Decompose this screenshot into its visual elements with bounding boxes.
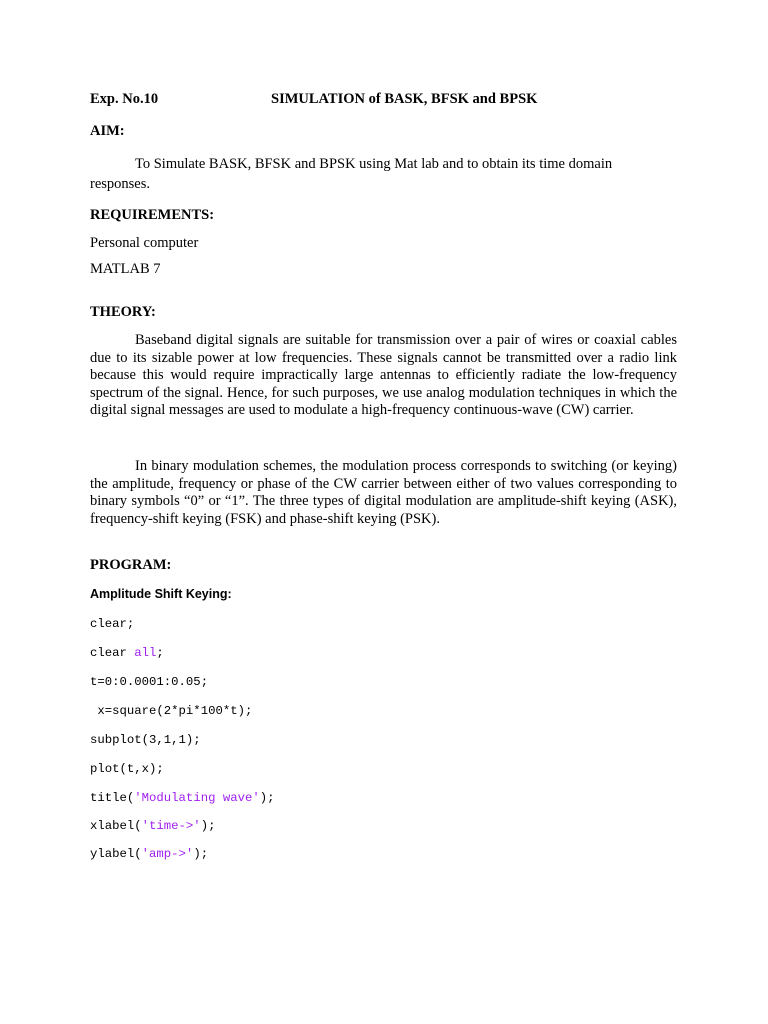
aim-line-1: To Simulate BASK, BFSK and BPSK using Mat lab and to obtain its time domain [135, 156, 613, 172]
code-keyword: all [134, 646, 157, 660]
code-token: ; [156, 646, 164, 660]
code-string: 'time->' [141, 819, 201, 833]
code-token: ); [193, 847, 209, 861]
program-heading: PROGRAM: [90, 557, 172, 573]
code-line [90, 791, 275, 805]
code-line [90, 819, 215, 833]
code-token: ylabel( [90, 847, 142, 861]
theory-paragraph-2 [90, 458, 677, 528]
code-line [90, 847, 208, 861]
ask-subheading: Amplitude Shift Keying: [90, 587, 232, 601]
code-line [90, 646, 164, 660]
code-token: clear [90, 646, 135, 660]
code-token: xlabel( [90, 819, 142, 833]
code-line: subplot(3,1,1); [90, 733, 201, 747]
code-string: 'Modulating wave' [134, 791, 260, 805]
code-line: plot(t,x); [90, 762, 164, 776]
code-line: clear; [90, 617, 135, 631]
code-token: ); [200, 819, 216, 833]
theory-paragraph-1 [90, 332, 677, 420]
code-token: title( [90, 791, 135, 805]
requirements-heading: REQUIREMENTS: [90, 207, 215, 223]
requirement-item: MATLAB 7 [90, 261, 161, 277]
code-line: x=square(2*pi*100*t); [90, 704, 253, 718]
code-token: ); [259, 791, 275, 805]
theory-heading: THEORY: [90, 304, 156, 320]
aim-line-2: responses. [90, 176, 151, 192]
exp-number: Exp. No.10 [90, 91, 159, 107]
theory-paragraph-1-text: Baseband digital signals are suitable for transmission over a pair of wires or coaxial cables due to its sizable power at low frequencies. These signals cannot be transmitted over a radio link because this would require impractically large antennas to efficiently radiate the low-frequency spectrum of the signal. Hence, for such purposes, we use analog modulation techniques in which the digital signal messages are used to modulate a high-frequency continuous-wave (CW) carrier. [90, 332, 677, 418]
aim-heading: AIM: [90, 123, 125, 139]
code-line: t=0:0.0001:0.05; [90, 675, 209, 689]
requirement-item: Personal computer [90, 235, 199, 251]
document-title: SIMULATION of BASK, BFSK and BPSK [271, 91, 538, 107]
theory-paragraph-2-text: In binary modulation schemes, the modulation process corresponds to switching (or keying) the amplitude, frequency or phase of the CW carrier between either of two values corresponding to binary symbols “0” or “1”. The three types of digital modulation are amplitude-shift keying (ASK), frequency-shift keying (FSK) and phase-shift keying (PSK). [90, 458, 677, 527]
code-string: 'amp->' [141, 847, 194, 861]
